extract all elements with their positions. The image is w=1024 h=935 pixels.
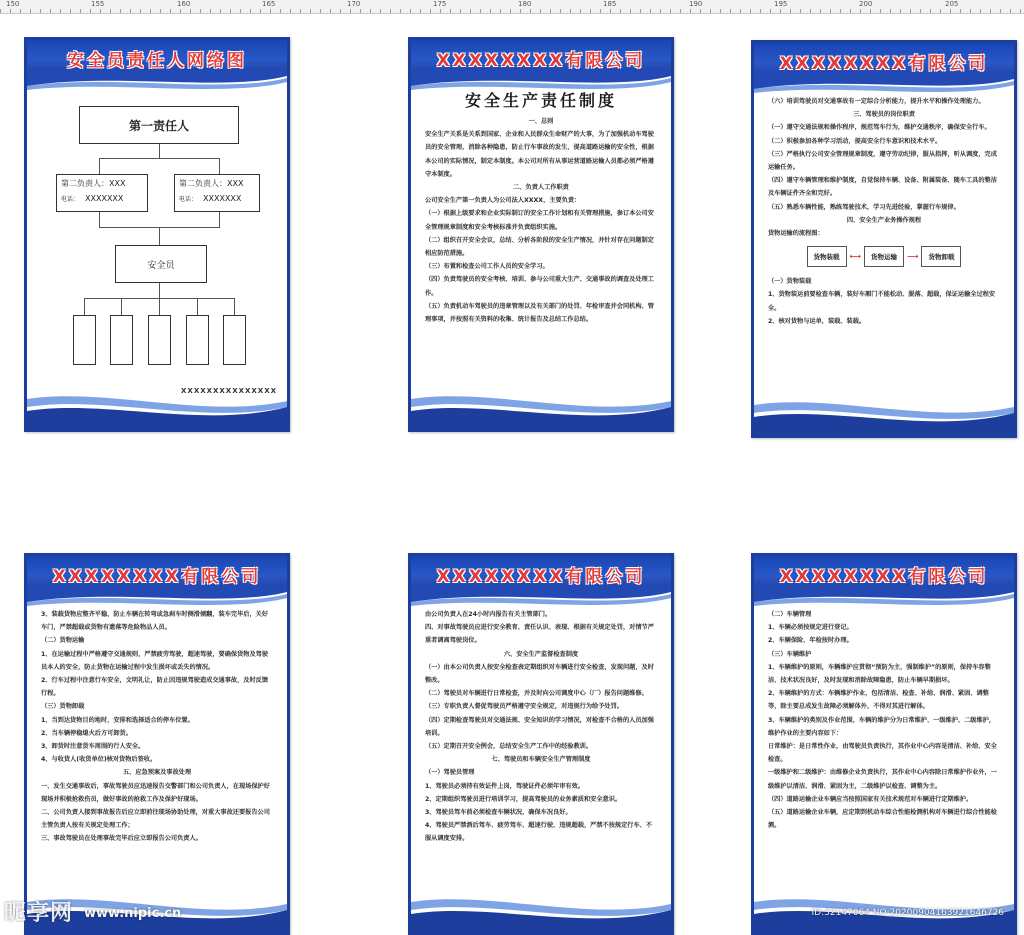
bottom-swoosh <box>27 385 287 429</box>
paragraph-list <box>768 608 1000 832</box>
paragraph: （三）车辆维护 <box>768 650 812 658</box>
paragraph: 二、公司负责人接到事故报告后应立即前往现场协助处理，对重大事故还要报告公司主管负责人按有关规定处理工作； <box>41 809 270 830</box>
watermark-logo: 昵享网 <box>4 901 74 926</box>
ruler-tick-label: 200 <box>859 0 873 8</box>
paragraph: 日常维护：是日常性作业，由驾驶员负责执行，其作业中心内容是清洁、补给、安全检查。 <box>768 743 997 764</box>
paragraph: 2、核对货物与运单，装载、装载。 <box>768 317 866 325</box>
paragraph-list <box>41 608 273 846</box>
connector <box>99 158 100 174</box>
paragraph: 一、发生交通事故后，事故驾驶员应迅速报告交警部门和公司负责人，在现场保护好现场并积极抢救伤员，做好事故的抢救工作及保护好现场。 <box>41 782 270 803</box>
board-title: XXXXXXXX有限公司 <box>436 566 646 587</box>
paragraph: （五）定期召开安全例会，总结安全生产工作中的经验教训。 <box>425 743 593 751</box>
paragraph: 二、负责人工作职责 <box>513 184 569 192</box>
paragraph: 四、安全生产业务操作规程 <box>846 216 922 224</box>
paragraph: （二）驾驶员对车辆进行日常检查，并及时向公司调度中心（厂）报告问题维修。 <box>425 690 648 698</box>
paragraph-list <box>425 115 657 326</box>
watermark-url: www.nipic.cn <box>84 906 182 921</box>
left-deputy-box <box>56 174 148 212</box>
paragraph: （三）专职负责人督促驾驶员严格遵守安全规定，对违规行为给予处罚。 <box>425 703 623 711</box>
paragraph: 1、在运输过程中严格遵守交通规则，严禁疲劳驾驶，超速驾驶，要确保货物及驾驶员本人的安全，防止货物在运输过程中发生损坏或丢失的情况。 <box>41 650 269 671</box>
top-role-box <box>79 106 239 144</box>
connector <box>159 227 160 245</box>
member-box <box>110 315 133 365</box>
safety-officer-label: 安全员 <box>147 260 175 271</box>
connector <box>219 158 220 174</box>
paragraph: （一）遵守交通法规和操作程序，规范驾车行为，维护交通秩序，确保安全行车。 <box>768 124 991 132</box>
ruler-tick-label: 175 <box>433 0 447 8</box>
connector <box>121 298 122 315</box>
paragraph: 1、当到达货物目的地时，安排和选择适合的停车位置。 <box>41 716 194 724</box>
flow-arrow-icon: ⟷ <box>849 252 861 262</box>
board-org-chart <box>24 37 290 432</box>
ruler-tick-label: 205 <box>945 0 959 8</box>
board-transport-ops <box>24 553 290 935</box>
right-deputy-box <box>174 174 260 212</box>
paragraph: （五）道路运输企业车辆，应定期到机动车综合性能检测机构对车辆进行综合性能检测。 <box>768 809 997 830</box>
right-deputy-label: 第二负责人：XXX <box>179 179 244 188</box>
left-phone-label: 电话： <box>61 196 80 203</box>
paragraph: （一）驾驶员管理 <box>425 769 475 777</box>
connector <box>84 298 85 315</box>
ruler-tick-label: 160 <box>177 0 191 8</box>
board-driver-duties <box>751 40 1017 438</box>
board-title: 安全员责任人网络图 <box>67 50 247 71</box>
connector <box>159 144 160 158</box>
top-role-label: 第一责任人 <box>128 118 189 133</box>
paragraph: 2、当车辆停稳熄火后方可卸货。 <box>41 729 132 737</box>
paragraph-list <box>768 275 1000 328</box>
connector <box>159 283 160 298</box>
paragraph: 一、总则 <box>528 118 554 125</box>
board-content <box>754 608 1014 892</box>
paragraph: （二）车辆管理 <box>768 611 812 618</box>
ruler-tick-label: 190 <box>689 0 703 8</box>
paragraph: （五）负责机动车驾驶员的违章管理以及有关部门的处罚、年检审查并会同机构、管理事项，并按照有关资料的收集、统计报告及总结工作总结。 <box>425 302 654 324</box>
paragraph: （五）熟悉车辆性能，熟练驾驶技术，学习先进经验，掌握行车规律。 <box>768 203 960 211</box>
board-title: XXXXXXXX有限公司 <box>436 50 646 71</box>
safety-officer-box <box>115 245 207 283</box>
flow-step-loading: 货物装载 <box>807 246 847 267</box>
paragraph: （四）遵守车辆管理和维护制度，自觉保持车辆、设备、附属装备、随车工具的整洁及车辆证件齐全和完好。 <box>768 177 997 198</box>
bottom-swoosh <box>411 888 671 932</box>
paragraph: 公司安全生产第一负责人为公司法人XXXX，主要负责： <box>425 197 581 205</box>
paragraph: （二）积极参加各种学习活动，提高安全行车意识和技术水平。 <box>768 137 942 145</box>
paragraph: （三）布置和检查公司工作人员的安全学习。 <box>425 263 549 271</box>
board-supervision <box>408 553 674 935</box>
paragraph: 2、车辆保险、年检按时办理。 <box>768 637 853 645</box>
right-phone-value: XXXXXXX <box>203 194 242 203</box>
footer-placeholder: XXXXXXXXXXXXXXX <box>181 387 277 395</box>
connector <box>99 212 100 227</box>
paragraph: （三）严格执行公司安全管理规章制度，遵守劳动纪律，服从指挥，听从调度，完成运输任务。 <box>768 150 997 172</box>
bottom-swoosh <box>411 385 671 429</box>
paragraph: （二）组织召开安全会议，总结、分析各阶段的安全生产情况，并针对存在问题制定相应防范措施。 <box>425 236 654 258</box>
paragraph: 六、安全生产监督检查制度 <box>503 650 579 658</box>
ruler-tick-label: 195 <box>774 0 788 8</box>
board-responsibility <box>408 37 674 432</box>
paragraph: 一级维护和二级维护：由维修企业负责执行，其作业中心内容除日常维护作业外，一级维护以清洁、润滑、紧固为主，二级维护以检查、调整为主。 <box>768 769 997 790</box>
paragraph: 2、定期组织驾驶员进行培训学习，提高驾驶员的业务素质和安全意识。 <box>425 795 622 803</box>
paragraph: （一）根据上级要求和企业实际制订的安全工作计划和有关管理措施，参订本公司安全管理规章制度和安全考核标准并负责组织实施。 <box>425 210 654 231</box>
paragraph: 1、驾驶员必须持有效证件上岗，驾驶证件必须年审有效。 <box>425 782 584 790</box>
paragraph: （一）由本公司负责人按安全检查表定期组织对车辆进行安全检查，发现问题，及时整改。 <box>425 663 654 685</box>
board-title: XXXXXXXX有限公司 <box>779 566 989 587</box>
watermark-id: ID:32147064 NO:20200904163921646726 <box>811 908 1004 918</box>
paragraph: 三、事故驾驶员在处理事故完毕后应立即报告公司负责人。 <box>41 835 202 843</box>
paragraph: 1、车辆维护的原则，车辆维护应贯彻“预防为主，强制维护”的原则，保持车容整洁、技术状况良好，及时发现和消除故障隐患，防止车辆早期损坏。 <box>768 663 991 685</box>
connector <box>219 212 220 227</box>
paragraph: （一）货物装载 <box>768 278 812 286</box>
paragraph: 3、卸货时注意货车周围的行人安全。 <box>41 743 145 751</box>
paragraph: （六）培训驾驶员对交通事故有一定综合分析能力，提升水平和操作处理能力。 <box>768 98 985 105</box>
board-title: XXXXXXXX有限公司 <box>779 53 989 74</box>
board-vehicle-mgmt <box>751 553 1017 935</box>
paragraph: 1、货物装运前要检查车辆，装好车厢门不能松动、脱落、超载，保证运输全过程安全。 <box>768 291 996 312</box>
flow-step-transport: 货物运输 <box>864 246 904 267</box>
flow-step-unloading: 货物卸载 <box>921 246 961 267</box>
bottom-swoosh <box>754 391 1014 435</box>
paragraph: 七、驾驶员和车辆安全生产管理制度 <box>491 756 591 764</box>
flow-chart <box>768 246 1000 267</box>
ruler-tick-label: 155 <box>91 0 105 8</box>
paragraph: 2、行车过程中注意行车安全，文明礼让，防止因违规驾驶造成交通事故，及时反馈行程。 <box>41 677 269 698</box>
member-box <box>223 315 246 365</box>
paragraph: 2、车辆维护的方式：车辆维护作业，包括清洁、检查、补给、润滑、紧固、调整等，除主要总成发生故障必须解体外，不得对其进行解体。 <box>768 690 989 711</box>
right-phone-label: 电话： <box>179 196 198 203</box>
ruler-tick-label: 150 <box>6 0 20 8</box>
connector <box>234 298 235 315</box>
paragraph: 3、装载货物应整齐平稳，防止车辆在转弯或急刹车时侧滑倾翻，装车完毕后，关好车门，严禁超载或货物有遗落等危险物品人员。 <box>41 611 269 632</box>
board-content <box>411 608 671 892</box>
board-content <box>411 80 671 389</box>
paragraph: 由公司负责人在24小时内报告有关主管部门。 <box>425 611 552 618</box>
ruler-tick-label: 185 <box>603 0 617 8</box>
board-title: XXXXXXXX有限公司 <box>52 566 262 587</box>
paragraph: （二）货物运输 <box>41 637 85 645</box>
paragraph: 三、驾驶员的岗位职责 <box>853 111 915 119</box>
paragraph: 4、驾驶员严禁酒后驾车、疲劳驾车、超速行驶、违规超载，严禁不按规定行车、不服从调度安排。 <box>425 822 653 843</box>
connector <box>99 158 220 159</box>
ruler-tick-label: 180 <box>518 0 532 8</box>
document-title: 安全生产责任制度 <box>464 91 617 110</box>
member-box <box>73 315 96 365</box>
paragraph: 3、驾驶员驾车前必须检查车辆状况，确保车况良好。 <box>425 809 572 817</box>
board-content <box>754 95 1014 395</box>
ruler-tick-label: 165 <box>262 0 276 8</box>
paragraph: 四、对事故驾驶员应进行安全教育、责任认识、表现、根据有关规定处罚，对情节严重者调离驾驶岗位。 <box>425 624 654 645</box>
ruler-tick-label: 170 <box>347 0 361 8</box>
paragraph: 3、车辆维护的类别及作业范围，车辆的维护分为日常维护、一级维护、二级维护，维护作业的主要内容如下： <box>768 716 996 737</box>
flow-arrow-icon: ⟶ <box>907 252 919 262</box>
board-content <box>27 608 287 892</box>
paragraph-list <box>425 608 657 846</box>
paragraph: （三）货物卸载 <box>41 703 85 711</box>
paragraph: 4、与收货人(收货单位)核对货物后签收。 <box>41 756 157 764</box>
member-box <box>186 315 209 365</box>
top-swoosh <box>27 70 287 98</box>
connector <box>159 298 160 315</box>
paragraph: 五、应急预案及事故处理 <box>122 769 192 777</box>
paragraph: 货物运输的流程图： <box>768 230 824 238</box>
paragraph: 安全生产关系是关系到国家、企业和人民群众生命财产的大事，为了加强机动车驾驶员的安全管理，消除各种隐患，防止行车事故的发生，提高道路运输的安全性，根据本公司的实际情况，制定本制度。本公司对所有从事运营道路运输人员都必须严格遵守本制度。 <box>425 131 654 178</box>
paragraph-list <box>768 95 1000 240</box>
connector <box>197 298 198 315</box>
left-deputy-label: 第二负责人：XXX <box>61 179 126 188</box>
member-box <box>148 315 171 365</box>
paragraph: （四）负责驾驶员的安全考核、培训、参与公司重大生产、交通事故的调查及处理工作。 <box>425 276 654 297</box>
paragraph: 1、车辆必须按规定进行登记。 <box>768 624 853 632</box>
paragraph: （四）道路运输企业车辆应当按照国家有关技术规范对车辆进行定期维护。 <box>768 795 973 803</box>
paragraph: （四）定期检查驾驶员对交通法规、安全知识的学习情况，对检查不合格的人员加强培训。 <box>425 716 654 737</box>
left-phone-value: XXXXXXX <box>85 194 124 203</box>
